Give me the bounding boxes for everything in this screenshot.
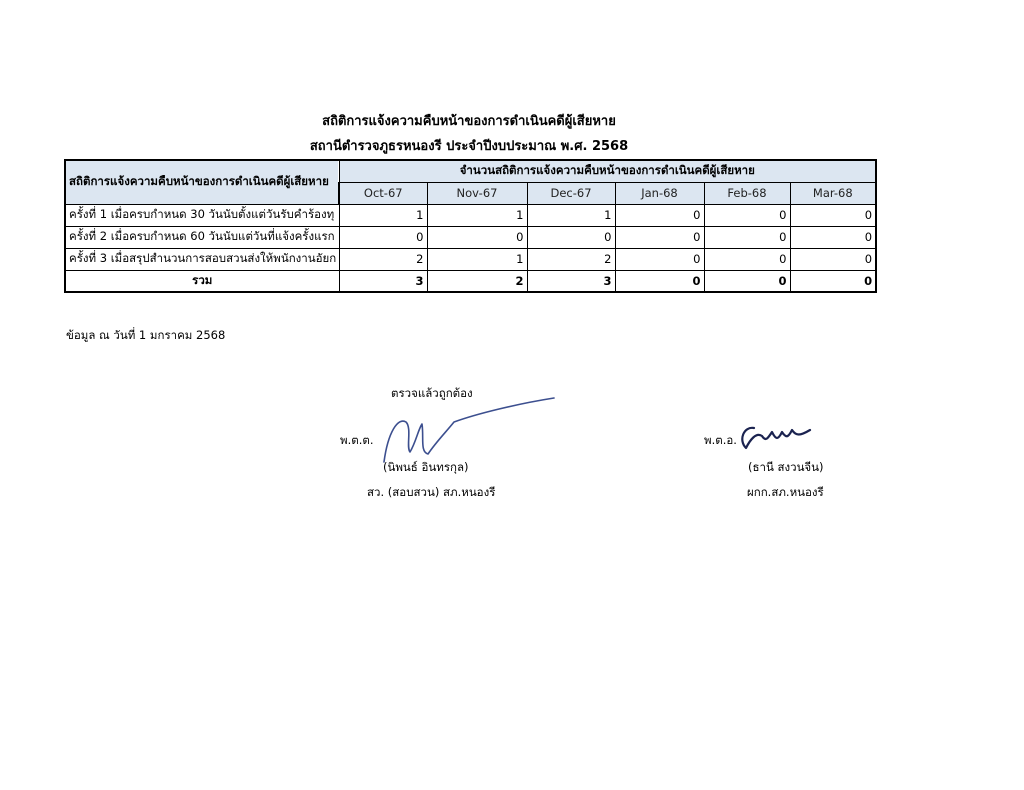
left-signer-name: (นิพนธ์ อินทรกุล) bbox=[383, 460, 469, 474]
row-label: ครั้งที่ 3 เมื่อสรุปสำนวนการสอบสวนส่งให้พนักงานอัยก bbox=[65, 248, 339, 270]
right-signer-position: ผกก.สภ.หนองรี bbox=[747, 485, 824, 499]
value-cell: 1 bbox=[427, 248, 527, 270]
value-cell: 2 bbox=[527, 248, 615, 270]
data-date-note: ข้อมูล ณ วันที่ 1 มกราคม 2568 bbox=[66, 328, 226, 342]
month-header: Oct-67 bbox=[339, 182, 427, 204]
month-header: Dec-67 bbox=[527, 182, 615, 204]
total-cell: 0 bbox=[704, 270, 790, 292]
value-cell: 1 bbox=[339, 204, 427, 226]
row-label: ครั้งที่ 1 เมื่อครบกำหนด 30 วันนับตั้งแต่วันรับคำร้องทุ bbox=[65, 204, 339, 226]
right-signer-name: (ธานี สงวนจีน) bbox=[748, 460, 824, 474]
value-cell: 0 bbox=[790, 204, 876, 226]
month-header: Mar-68 bbox=[790, 182, 876, 204]
total-cell: 0 bbox=[615, 270, 704, 292]
table-header-row bbox=[65, 160, 876, 182]
value-cell: 0 bbox=[527, 226, 615, 248]
table-row bbox=[65, 248, 876, 270]
value-cell: 0 bbox=[790, 248, 876, 270]
value-cell: 1 bbox=[427, 204, 527, 226]
left-signer-rank: พ.ต.ต. bbox=[340, 433, 374, 447]
right-signer-rank: พ.ต.อ. bbox=[704, 433, 737, 447]
value-cell: 0 bbox=[704, 248, 790, 270]
value-cell: 0 bbox=[615, 204, 704, 226]
value-cell: 2 bbox=[339, 248, 427, 270]
verified-label: ตรวจแล้วถูกต้อง bbox=[391, 386, 473, 400]
value-cell: 0 bbox=[704, 226, 790, 248]
value-cell: 0 bbox=[427, 226, 527, 248]
left-signer-position: สว. (สอบสวน) สภ.หนองรี bbox=[367, 485, 496, 499]
value-cell: 0 bbox=[790, 226, 876, 248]
total-row bbox=[65, 270, 876, 292]
row-label: ครั้งที่ 2 เมื่อครบกำหนด 60 วันนับแต่วันที่แจ้งครั้งแรก bbox=[65, 226, 339, 248]
value-cell: 0 bbox=[704, 204, 790, 226]
total-label: รวม bbox=[65, 270, 339, 292]
value-cell: 1 bbox=[527, 204, 615, 226]
month-header: Jan-68 bbox=[615, 182, 704, 204]
document-subtitle: สถานีตำรวจภูธรหนองรี ประจำปีงบประมาณ พ.ศ. 2568 bbox=[309, 139, 629, 154]
row-header-cell: สถิติการแจ้งความคืบหน้าของการดำเนินคดีผู้เสียหาย bbox=[65, 160, 339, 204]
total-cell: 0 bbox=[790, 270, 876, 292]
total-cell: 3 bbox=[527, 270, 615, 292]
table-row bbox=[65, 226, 876, 248]
value-cell: 0 bbox=[615, 248, 704, 270]
statistics-table bbox=[64, 159, 877, 293]
month-header: Feb-68 bbox=[704, 182, 790, 204]
value-cell: 0 bbox=[615, 226, 704, 248]
month-header: Nov-67 bbox=[427, 182, 527, 204]
value-cell: 0 bbox=[339, 226, 427, 248]
right-signature-image bbox=[736, 418, 816, 458]
total-cell: 3 bbox=[339, 270, 427, 292]
document-title: สถิติการแจ้งความคืบหน้าของการดำเนินคดีผู้เสียหาย bbox=[322, 114, 616, 129]
table-row bbox=[65, 204, 876, 226]
total-cell: 2 bbox=[427, 270, 527, 292]
group-header-cell: จำนวนสถิติการแจ้งความคืบหน้าของการดำเนินคดีผู้เสียหาย bbox=[339, 160, 876, 182]
